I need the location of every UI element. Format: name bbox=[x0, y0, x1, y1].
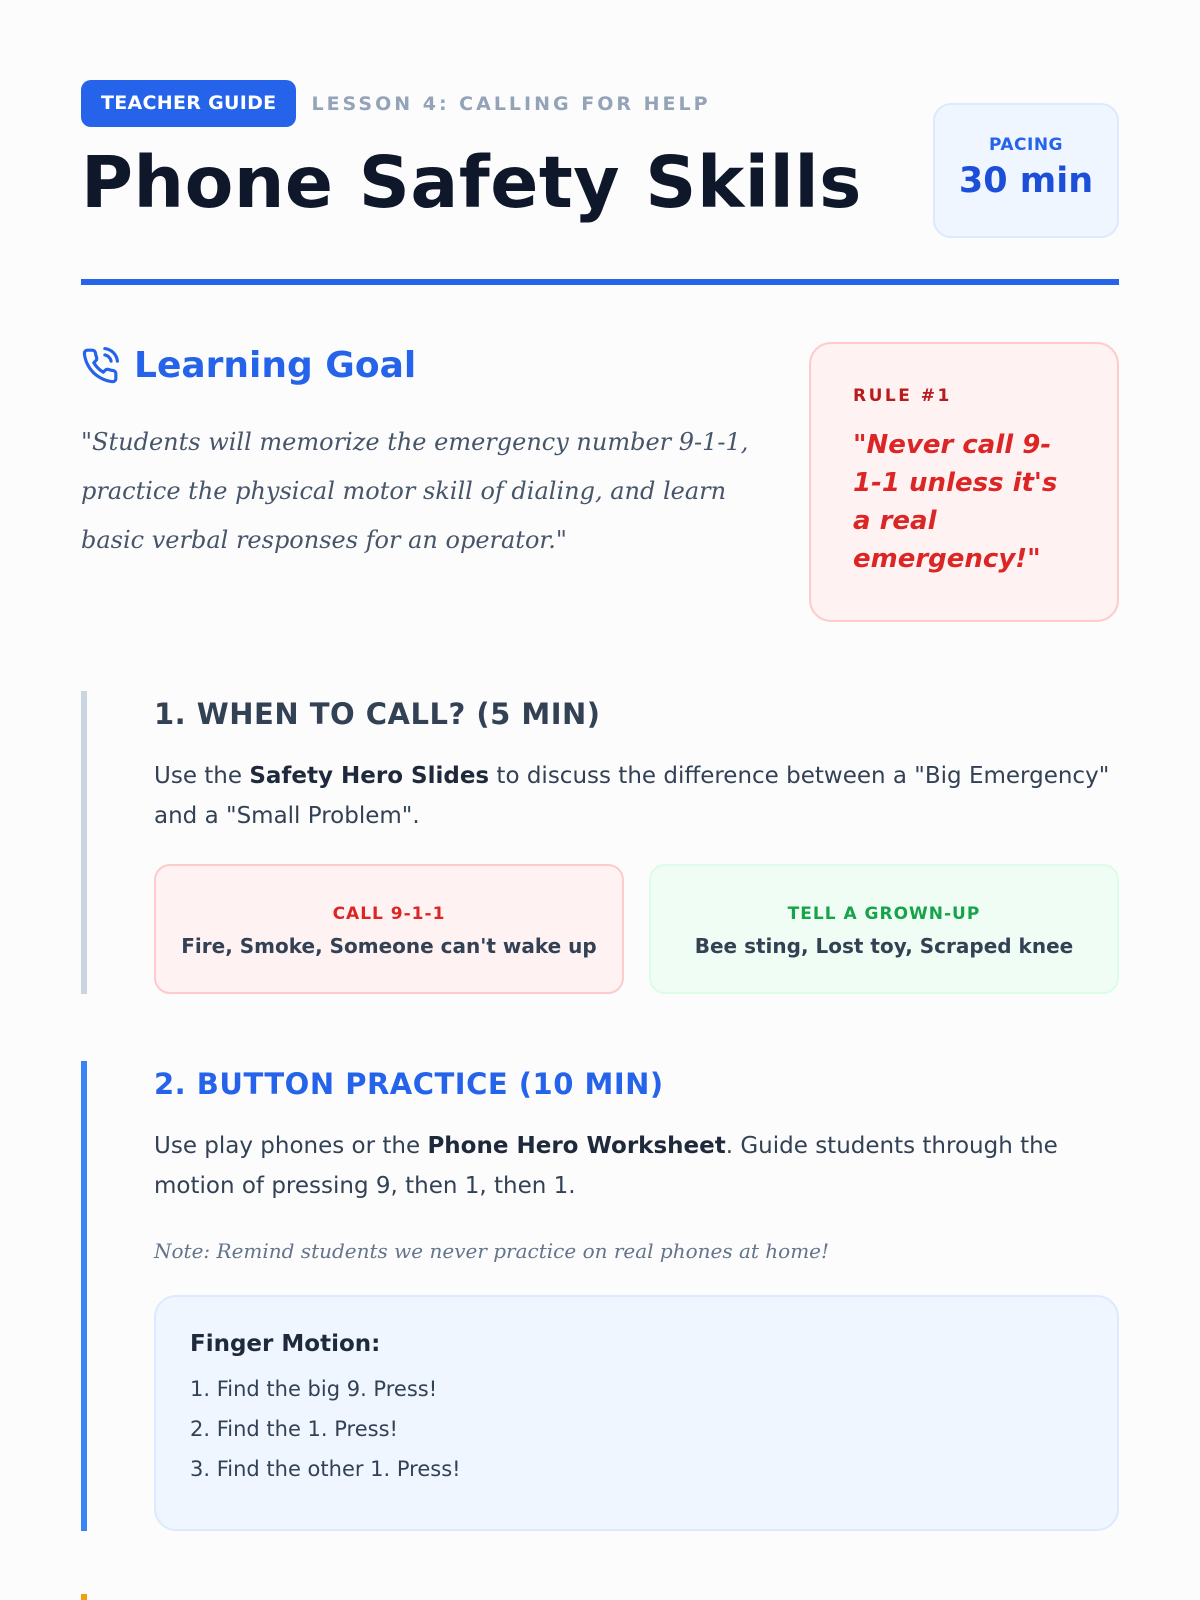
comparison-cards bbox=[154, 864, 1119, 994]
section-accent-bar bbox=[81, 691, 87, 994]
phone-call-icon bbox=[81, 347, 119, 385]
card-label: CALL 9-1-1 bbox=[332, 904, 446, 924]
page-title: Phone Safety Skills bbox=[81, 141, 862, 224]
section-heading: 2. BUTTON PRACTICE (10 MIN) bbox=[154, 1067, 664, 1101]
safety-hero-slides-ref: Safety Hero Slides bbox=[249, 763, 490, 789]
card-text: Fire, Smoke, Someone can't wake up bbox=[181, 934, 597, 958]
finger-motion-title: Finger Motion: bbox=[190, 1331, 381, 1357]
rule-label: RULE #1 bbox=[853, 386, 952, 406]
motion-step: 3. Find the other 1. Press! bbox=[190, 1457, 461, 1481]
pacing-label: PACING bbox=[988, 135, 1064, 155]
teacher-guide-badge: TEACHER GUIDE bbox=[81, 80, 296, 127]
header-divider bbox=[81, 279, 1119, 285]
card-label: TELL A GROWN-UP bbox=[787, 904, 981, 924]
header-kicker bbox=[81, 80, 711, 127]
text-segment: Use play phones or the bbox=[154, 1133, 428, 1159]
learning-goal-heading bbox=[81, 345, 416, 386]
section-description bbox=[154, 1126, 1119, 1206]
section-description bbox=[154, 756, 1119, 836]
motion-step: 2. Find the 1. Press! bbox=[190, 1417, 398, 1441]
section-accent-bar bbox=[81, 1061, 87, 1531]
text-segment: . Guide students through the motion of pressing 9, then 1, then 1. bbox=[154, 1133, 1058, 1199]
motion-step: 1. Find the big 9. Press! bbox=[190, 1377, 438, 1401]
practice-note: Note: Remind students we never practice on real phones at home! bbox=[154, 1239, 830, 1263]
next-section-accent-bar bbox=[81, 1594, 87, 1600]
section-button-practice bbox=[81, 1061, 1119, 1531]
card-text: Bee sting, Lost toy, Scraped knee bbox=[694, 934, 1074, 958]
learning-goal-title: Learning Goal bbox=[134, 345, 417, 386]
text-segment: Use the bbox=[154, 763, 250, 789]
rule-text: "Never call 9-1-1 unless it's a real emergency!" bbox=[853, 430, 1058, 574]
section-when-to-call bbox=[81, 691, 1119, 994]
lesson-page bbox=[81, 0, 1119, 1600]
lesson-label: LESSON 4: CALLING FOR HELP bbox=[311, 92, 711, 115]
rule-card bbox=[809, 342, 1119, 622]
text-segment: to discuss the difference between a "Big Emergency" and a "Small Problem". bbox=[154, 763, 1110, 829]
finger-motion-box bbox=[154, 1295, 1119, 1531]
phone-hero-worksheet-ref: Phone Hero Worksheet bbox=[427, 1133, 726, 1159]
call-911-card bbox=[154, 864, 624, 994]
section-heading: 1. WHEN TO CALL? (5 MIN) bbox=[154, 697, 601, 731]
learning-goal-text: "Students will memorize the emergency number 9-1-1, practice the physical motor skill of dialing, and learn basic verbal responses for an operator." bbox=[81, 428, 749, 554]
pacing-box bbox=[933, 103, 1119, 238]
pacing-value: 30 min bbox=[958, 161, 1094, 201]
tell-grown-up-card bbox=[649, 864, 1119, 994]
